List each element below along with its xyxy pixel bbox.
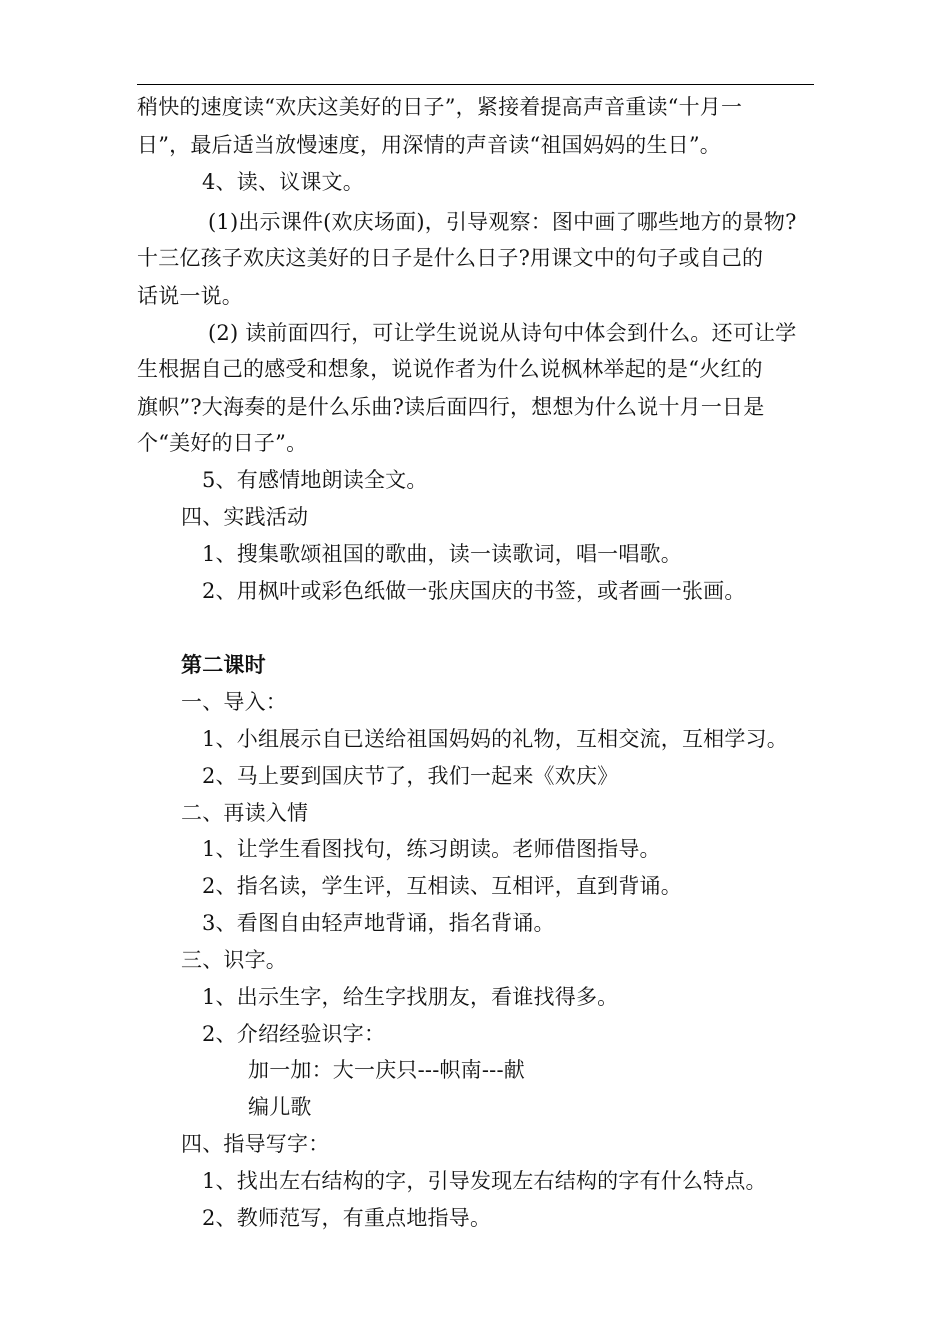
section-heading: 二、再读入情 (181, 801, 309, 825)
list-item: 2、指名读，学生评，互相读、互相评，直到背诵。 (202, 874, 682, 898)
paragraph-line: 4、读、议课文。 (202, 170, 364, 194)
lesson-title: 第二课时 (181, 652, 266, 677)
list-item: 1、找出左右结构的字，引导发现左右结构的字有什么特点。 (202, 1169, 767, 1193)
paragraph-line: (1)出示课件(欢庆场面)，引导观察：图中画了哪些地方的景物? (208, 210, 797, 234)
sub-item: 编儿歌 (248, 1095, 312, 1119)
paragraph-line: 个“美好的日子”。 (137, 431, 308, 455)
paragraph-line: (2) 读前面四行，可让学生说说从诗句中体会到什么。还可让学 (208, 321, 797, 345)
section-heading: 四、实践活动 (181, 505, 309, 529)
paragraph-line: 日”，最后适当放慢速度，用深情的声音读“祖国妈妈的生日”。 (137, 133, 722, 157)
paragraph-line: 5、有感情地朗读全文。 (202, 468, 428, 492)
paragraph-line: 旗帜”?大海奏的是什么乐曲?读后面四行，想想为什么说十月一日是 (137, 395, 765, 419)
section-heading: 四、指导写字： (181, 1132, 330, 1156)
section-heading: 三、识字。 (181, 948, 287, 972)
paragraph-line: 稍快的速度读“欢庆这美好的日子”，紧接着提高声音重读“十月一 (137, 95, 743, 119)
list-item: 1、出示生字，给生字找朋友，看谁找得多。 (202, 985, 619, 1009)
section-heading: 一、导入： (181, 690, 287, 714)
list-item: 2、用枫叶或彩色纸做一张庆国庆的书签，或者画一张画。 (202, 579, 746, 603)
sub-item: 加一加：大一庆只---帜南---献 (248, 1058, 525, 1082)
list-item: 1、小组展示自已送给祖国妈妈的礼物，互相交流，互相学习。 (202, 727, 788, 751)
list-item: 1、搜集歌颂祖国的歌曲，读一读歌词，唱一唱歌。 (202, 542, 682, 566)
list-item: 1、让学生看图找句，练习朗读。老师借图指导。 (202, 837, 661, 861)
paragraph-line: 十三亿孩子欢庆这美好的日子是什么日子?用课文中的句子或自己的 (137, 246, 764, 270)
list-item: 2、介绍经验识字： (202, 1022, 386, 1046)
list-item: 2、马上要到国庆节了，我们一起来《欢庆》 (202, 764, 619, 788)
paragraph-line: 话说一说。 (137, 284, 243, 308)
paragraph-line: 生根据自己的感受和想象，说说作者为什么说枫林举起的是“火红的 (137, 357, 763, 381)
header-rule (137, 84, 814, 85)
list-item: 3、看图自由轻声地背诵，指名背诵。 (202, 911, 555, 935)
list-item: 2、教师范写，有重点地指导。 (202, 1206, 492, 1230)
